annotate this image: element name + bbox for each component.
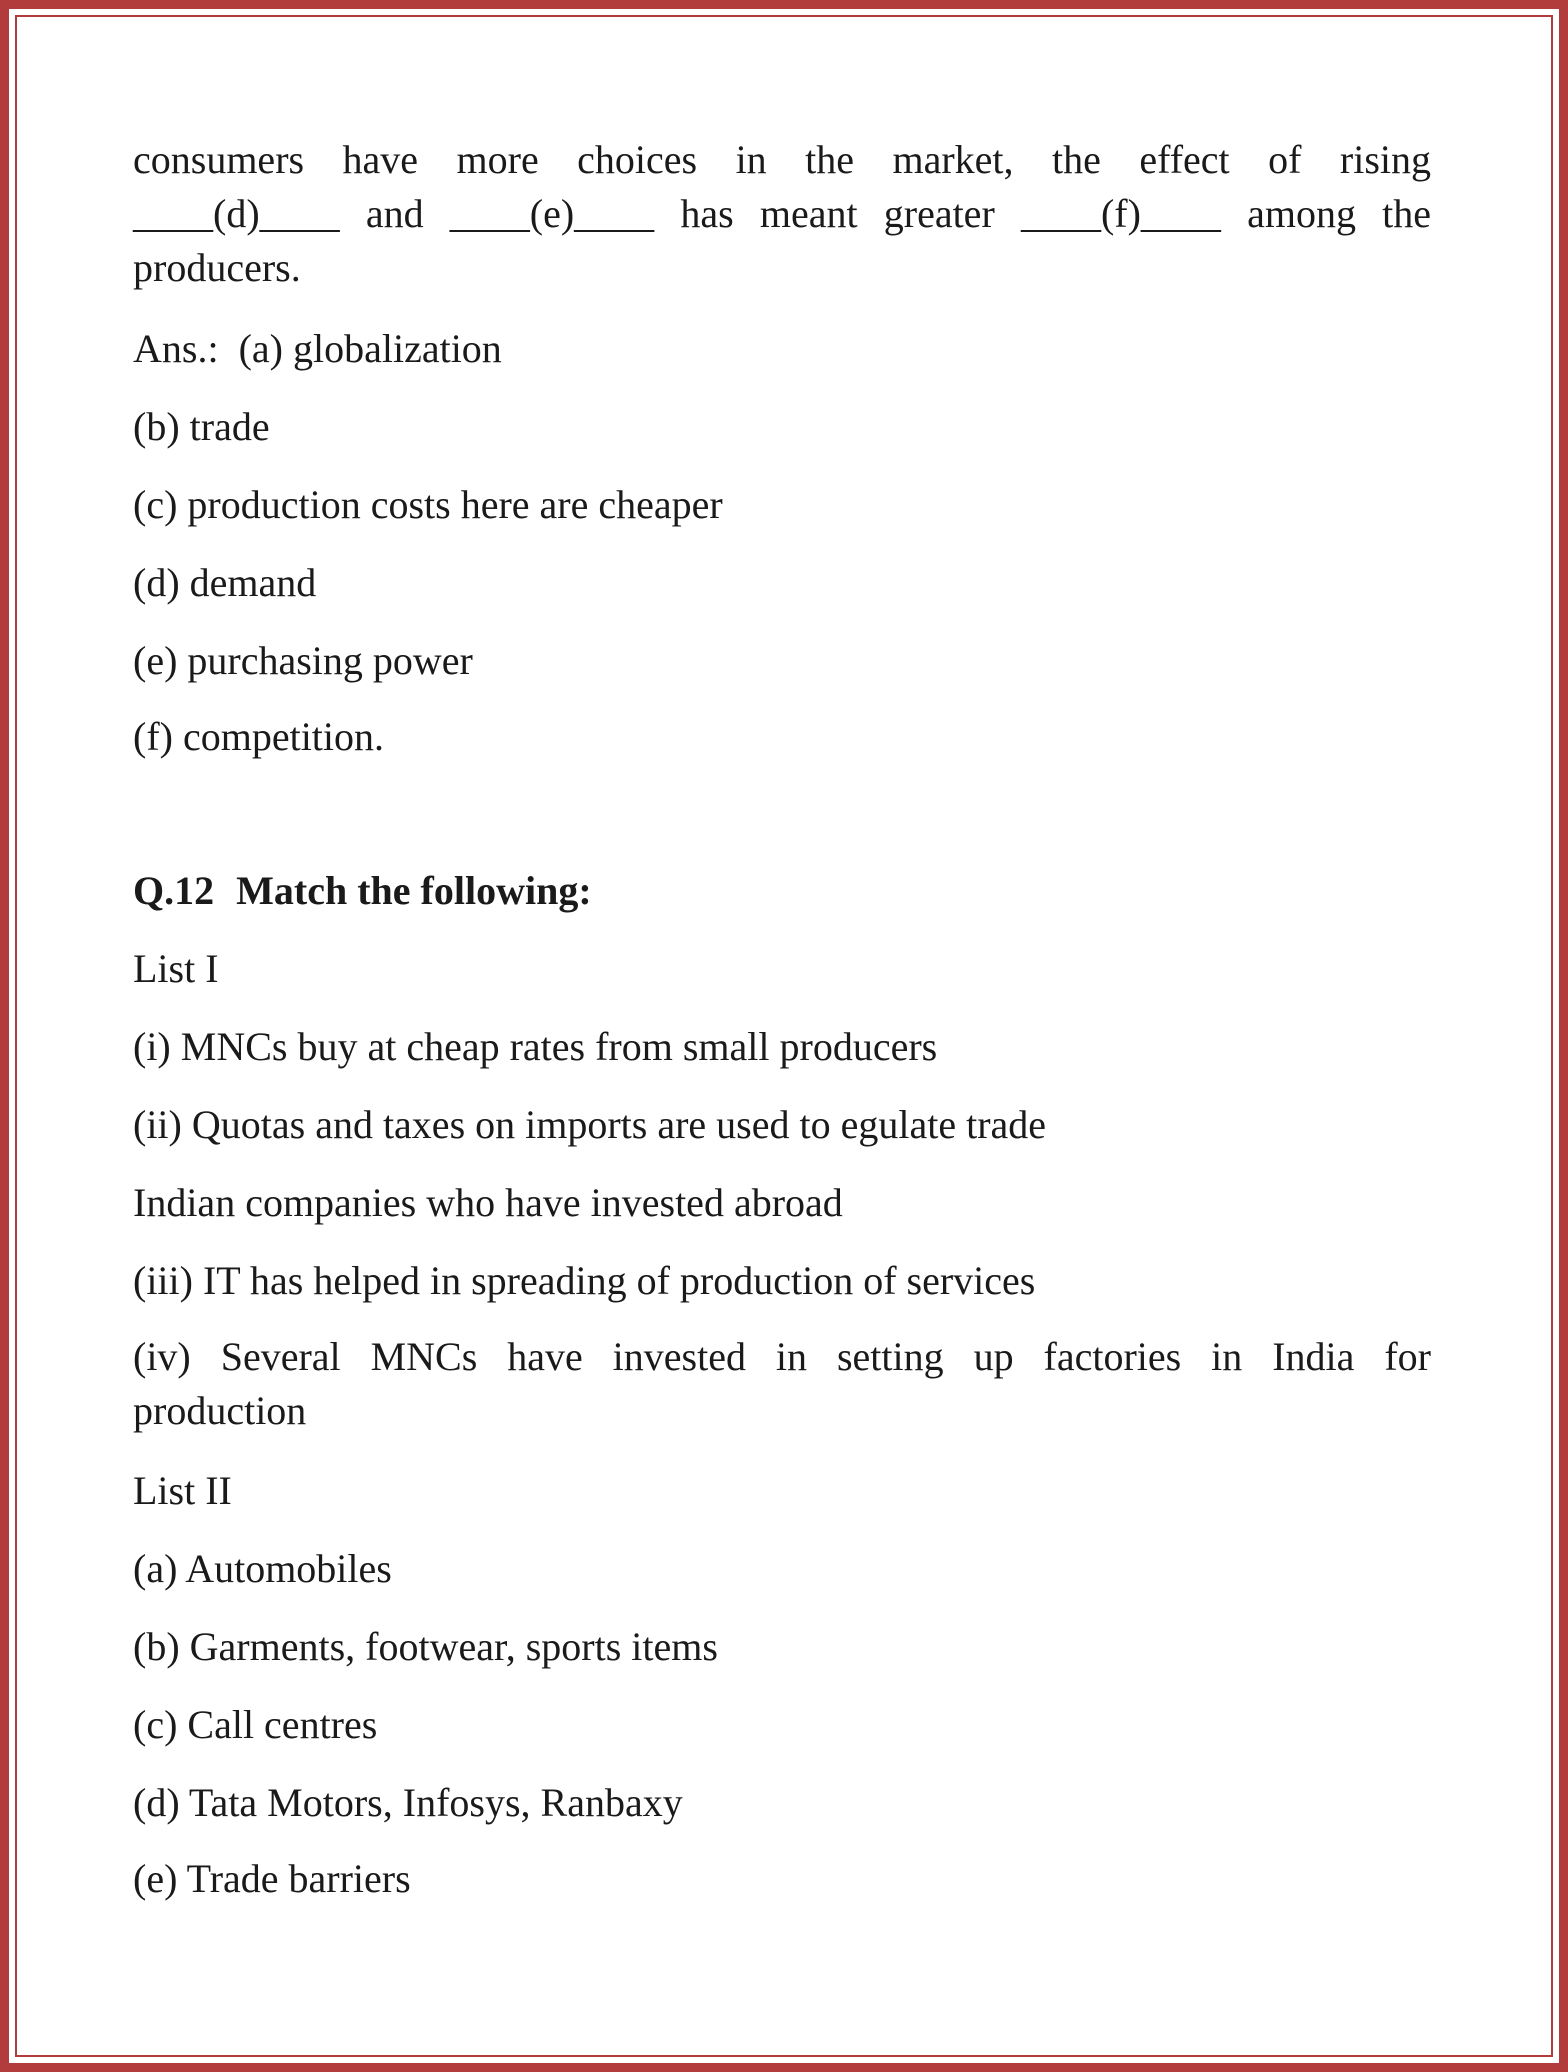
list1-item-iv-line-1: (iv) Several MNCs have invested in setting up factories in India for <box>133 1334 1431 1379</box>
continuation-line-3: producers. <box>133 245 301 290</box>
list1-item-iii: (iii) IT has helped in spreading of production of services <box>133 1258 1036 1303</box>
answer-label: Ans.: <box>133 326 219 371</box>
list1-item-ii: (ii) Quotas and taxes on imports are used to egulate trade <box>133 1102 1047 1147</box>
list1-item-indian-companies: Indian companies who have invested abroad <box>133 1180 843 1225</box>
list2-item-a: (a) Automobiles <box>133 1546 392 1591</box>
question-title: Match the following: <box>236 868 592 913</box>
answer-item-a: (a) globalization <box>238 326 502 371</box>
list2-item-e: (e) Trade barriers <box>133 1856 411 1901</box>
question-number: Q.12 <box>133 868 215 913</box>
continuation-line-1: consumers have more choices in the market, the effect of rising <box>133 137 1431 182</box>
question-heading <box>133 864 1431 918</box>
list2-item-d: (d) Tata Motors, Infosys, Ranbaxy <box>133 1780 683 1825</box>
list1-item-iv <box>133 1330 1431 1438</box>
answer-line-a <box>133 322 1431 376</box>
list1-item-i: (i) MNCs buy at cheap rates from small producers <box>133 1024 938 1069</box>
list2-item-b: (b) Garments, footwear, sports items <box>133 1624 718 1669</box>
answer-item-b: (b) trade <box>133 404 270 449</box>
list1-heading: List I <box>133 946 219 991</box>
continuation-paragraph <box>133 133 1431 295</box>
list2-heading: List II <box>133 1468 232 1513</box>
answer-item-c: (c) production costs here are cheaper <box>133 482 723 527</box>
answer-item-e: (e) purchasing power <box>133 638 473 683</box>
list1-item-iv-line-2: production <box>133 1388 307 1433</box>
list2-item-c: (c) Call centres <box>133 1702 378 1747</box>
answer-item-d: (d) demand <box>133 560 317 605</box>
answer-item-f: (f) competition. <box>133 714 385 759</box>
continuation-line-2: ____(d)____ and ____(e)____ has meant greater ____(f)____ among the <box>133 191 1431 236</box>
